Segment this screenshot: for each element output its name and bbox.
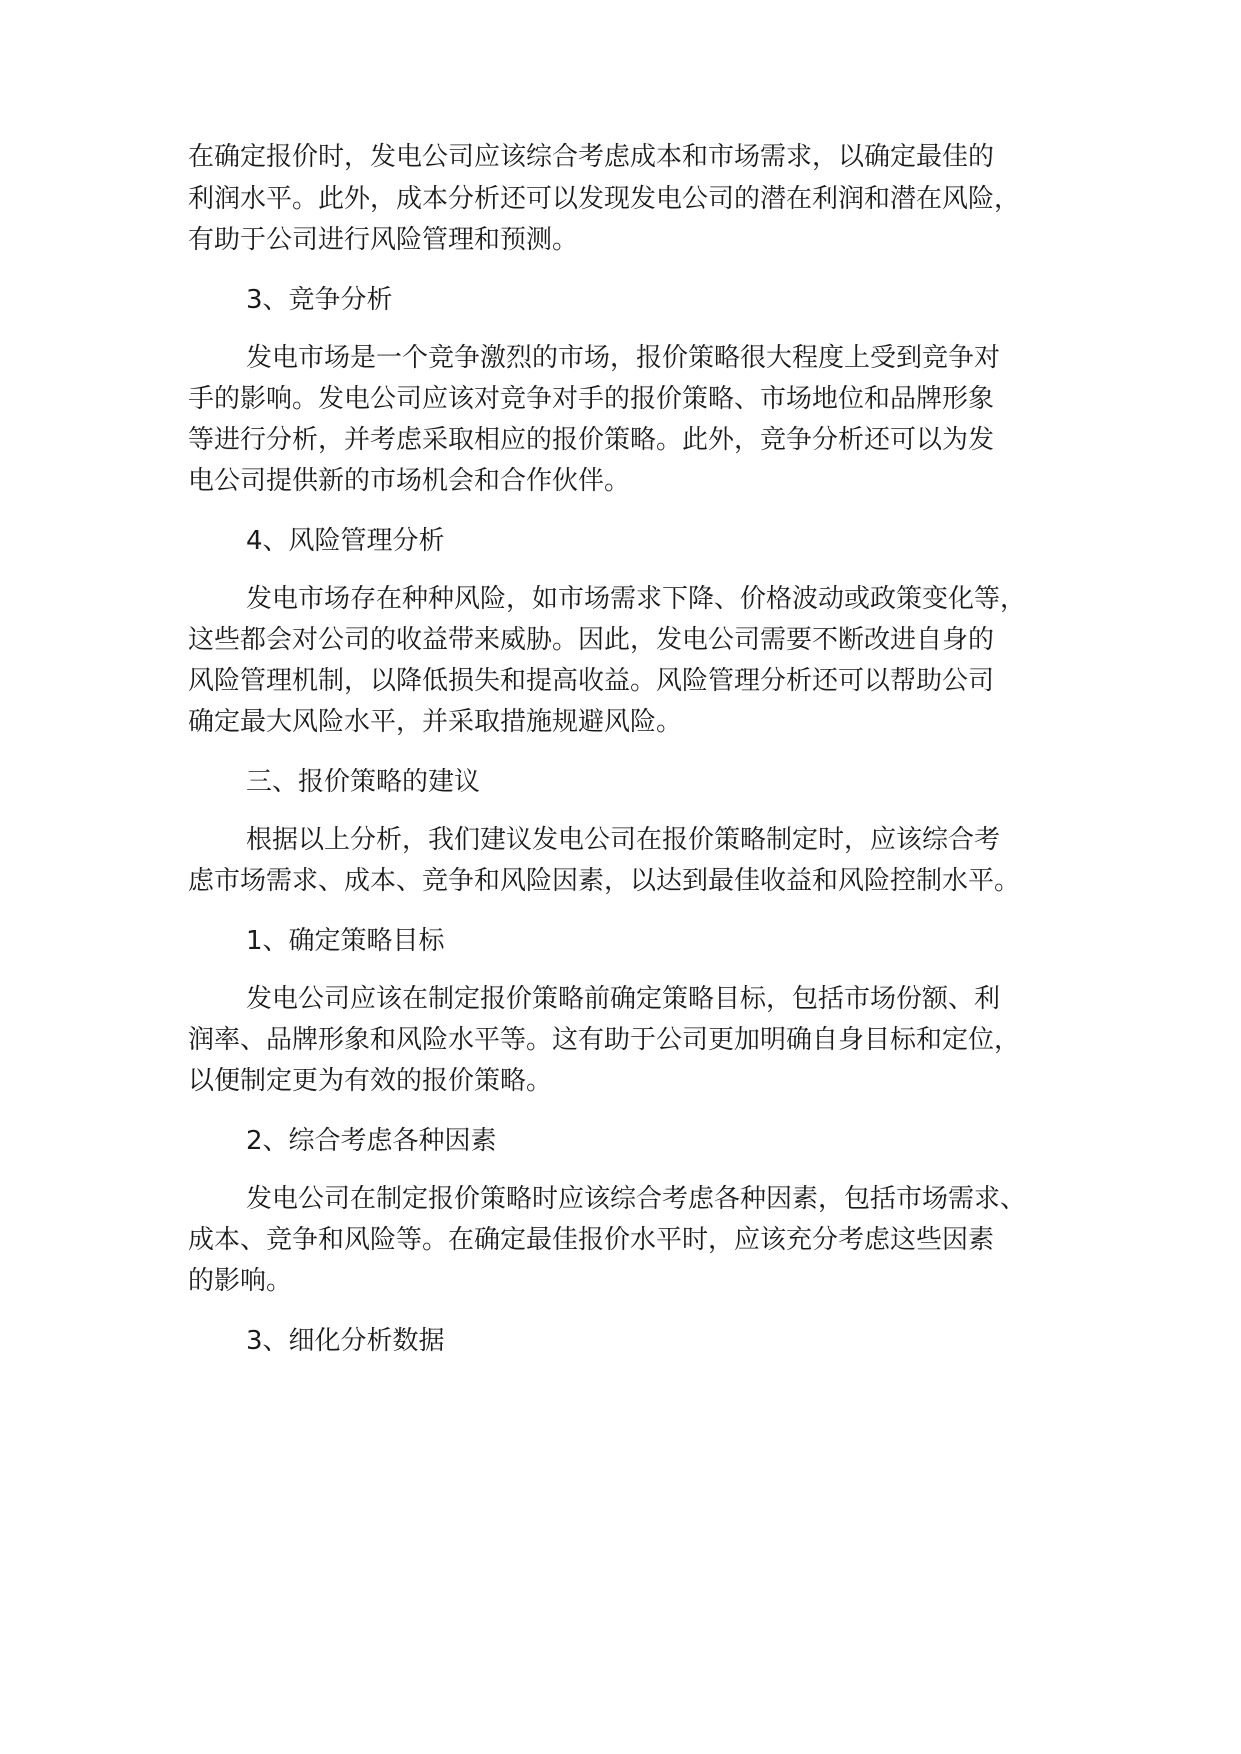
section-heading: 3、细化分析数据 [246,1326,445,1356]
text-line: 确定最大风险水平，并采取措施规避风险。 [188,707,683,737]
section-heading: 3、竞争分析 [246,285,393,315]
section-heading: 1、确定策略目标 [246,926,445,956]
text-line: 发电公司应该在制定报价策略前确定策略目标，包括市场份额、利 [246,984,1001,1014]
text-line: 润率、品牌形象和风险水平等。这有助于公司更加明确自身目标和定位， [188,1025,1021,1055]
text-line: 发电市场存在种种风险，如市场需求下降、价格波动或政策变化等， [246,584,1027,614]
text-line: 虑市场需求、成本、竞争和风险因素，以达到最佳收益和风险控制水平。 [188,866,1021,896]
text-line: 电公司提供新的市场机会和合作伙伴。 [188,466,631,496]
text-line: 以便制定更为有效的报价策略。 [188,1066,553,1096]
text-line: 发电市场是一个竞争激烈的市场，报价策略很大程度上受到竞争对 [246,343,1001,373]
text-line: 有助于公司进行风险管理和预测。 [188,225,579,255]
section-heading: 三、报价策略的建议 [246,767,481,797]
text-line: 等进行分析，并考虑采取相应的报价策略。此外，竞争分析还可以为发 [188,425,995,455]
text-line: 根据以上分析，我们建议发电公司在报价策略制定时，应该综合考 [246,825,1001,855]
section-heading: 2、综合考虑各种因素 [246,1126,497,1156]
text-line: 的影响。 [188,1266,293,1296]
text-line: 风险管理机制，以降低损失和提高收益。风险管理分析还可以帮助公司 [188,666,995,696]
text-line: 手的影响。发电公司应该对竞争对手的报价策略、市场地位和品牌形象 [188,384,995,414]
text-line: 利润水平。此外，成本分析还可以发现发电公司的潜在利润和潜在风险， [188,184,1021,214]
text-line: 这些都会对公司的收益带来威胁。因此，发电公司需要不断改进自身的 [188,625,995,655]
section-heading: 4、风险管理分析 [246,526,445,556]
text-line: 发电公司在制定报价策略时应该综合考虑各种因素，包括市场需求、 [246,1184,1027,1214]
text-line: 成本、竞争和风险等。在确定最佳报价水平时，应该充分考虑这些因素 [188,1225,995,1255]
text-line: 在确定报价时，发电公司应该综合考虑成本和市场需求，以确定最佳的 [188,142,995,172]
